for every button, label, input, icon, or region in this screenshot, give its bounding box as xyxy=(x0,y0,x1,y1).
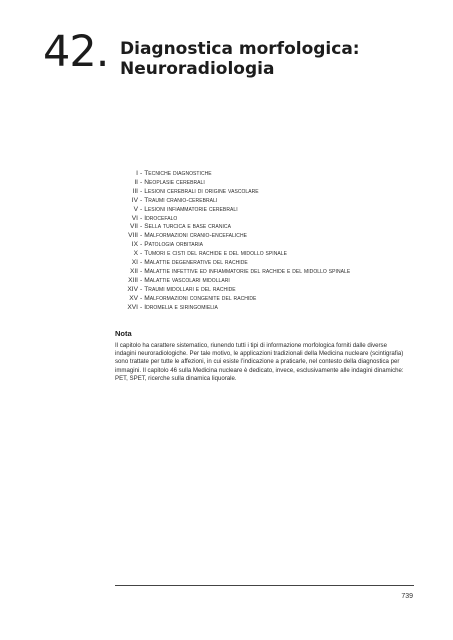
toc-item xyxy=(115,277,435,286)
toc-item xyxy=(115,304,435,313)
toc-item-number: X xyxy=(133,250,138,258)
toc-item-number: III xyxy=(132,187,138,195)
toc-item-number: XVI xyxy=(127,303,138,311)
page-number: 739 xyxy=(401,593,413,600)
toc-item xyxy=(115,215,435,224)
toc-item-label: Malattie degenerative del rachide xyxy=(144,259,248,267)
toc-item-label: Traumi cranio-cerebrali xyxy=(144,196,218,204)
toc-item-number: XI xyxy=(131,259,138,267)
toc-item-label: Lesioni cerebrali di origine vascolare xyxy=(144,187,259,195)
toc-item-label: Sella turcica e base cranica xyxy=(144,223,231,231)
toc-item-separator: - xyxy=(140,303,143,311)
toc-item xyxy=(115,179,435,188)
toc-item xyxy=(115,268,435,277)
toc-item xyxy=(115,295,435,304)
chapter-title-line-1: Diagnostica morfologica: xyxy=(120,39,360,59)
toc-item xyxy=(115,206,435,215)
toc-item-separator: - xyxy=(140,267,143,275)
toc-item xyxy=(115,197,435,206)
toc-item-number: VIII xyxy=(128,232,138,240)
footer-divider xyxy=(115,585,414,586)
toc-item-separator: - xyxy=(140,187,143,195)
toc-item-separator: - xyxy=(140,214,143,222)
toc-item-number: XIV xyxy=(127,285,138,293)
note-body: Il capitolo ha carattere sistematico, riunendo tutti i tipi di informazione morfologica forniti dalle diverse indagini neuroradiologiche. Per tale motivo, le applicazioni tradizionali della Medicina nucleare (scintigrafia) sono trattate per tutte le affezioni, in cui esiste l’indicazione a praticarle, nel contesto della diagnostica per immagini. Il capitolo 46 sulla Medicina nucleare è dedicato, invece, esclusivamente alle indagini dinamiche: PET, SPET, ricerche sulla dinamica liquorale. xyxy=(115,342,404,382)
toc-item-label: Tecniche diagnostiche xyxy=(144,170,212,177)
toc-item-label: Patologia orbitaria xyxy=(144,241,204,249)
toc-item-number: VI xyxy=(131,214,138,222)
toc-item-number: IX xyxy=(131,241,138,249)
toc-item-separator: - xyxy=(140,276,143,284)
toc-item-label: Idromelia e siringomielia xyxy=(144,303,218,311)
toc-item-separator: - xyxy=(140,223,143,231)
toc-item-separator: - xyxy=(140,205,143,213)
toc-item xyxy=(115,188,435,197)
toc-item-label: Malformazioni congenite del rachide xyxy=(144,294,257,302)
toc-item-label: Idrocefalo xyxy=(144,214,178,222)
toc-item-separator: - xyxy=(140,241,143,249)
toc-item-separator: - xyxy=(140,250,143,258)
toc-item xyxy=(115,250,435,259)
toc-item-label: Malattie infettive ed infiammatorie del rachide e del midollo spinale xyxy=(144,267,351,275)
toc-item-number: XV xyxy=(129,294,138,302)
toc-item-number: I xyxy=(136,170,138,177)
toc-item-label: Traumi midollari e del rachide xyxy=(144,285,236,293)
toc-item-separator: - xyxy=(140,294,143,302)
table-of-contents xyxy=(115,170,435,313)
toc-item-separator: - xyxy=(140,196,143,204)
chapter-title-line-2: Neuroradiologia xyxy=(120,59,275,79)
toc-item-label: Malattie vascolari midollari xyxy=(144,276,230,284)
toc-item xyxy=(115,241,435,250)
chapter-number: 42. xyxy=(43,27,109,77)
toc-item-label: Malformazioni cranio-encefaliche xyxy=(144,232,248,240)
toc-item xyxy=(115,223,435,232)
toc-item xyxy=(115,259,435,268)
toc-item-number: V xyxy=(133,205,138,213)
toc-item-separator: - xyxy=(140,285,143,293)
toc-item-separator: - xyxy=(140,178,143,186)
toc-item-number: XIII xyxy=(128,276,138,284)
toc-item-separator: - xyxy=(140,232,143,240)
toc-item xyxy=(115,232,435,241)
note-heading: Nota xyxy=(115,329,132,338)
toc-item-separator: - xyxy=(140,259,143,267)
toc-item xyxy=(115,170,435,179)
toc-item xyxy=(115,286,435,295)
toc-item-label: Lesioni infiammatorie cerebrali xyxy=(144,205,238,213)
toc-item-number: II xyxy=(134,178,138,186)
toc-item-number: VII xyxy=(129,223,138,231)
toc-item-separator: - xyxy=(140,170,143,177)
toc-item-number: IV xyxy=(131,196,138,204)
toc-item-label: Tumori e cisti del rachide e del midollo spinale xyxy=(144,250,287,258)
toc-item-label: Neoplasie cerebrali xyxy=(144,178,205,186)
toc-item-number: XII xyxy=(129,267,138,275)
chapter-title xyxy=(120,39,420,79)
